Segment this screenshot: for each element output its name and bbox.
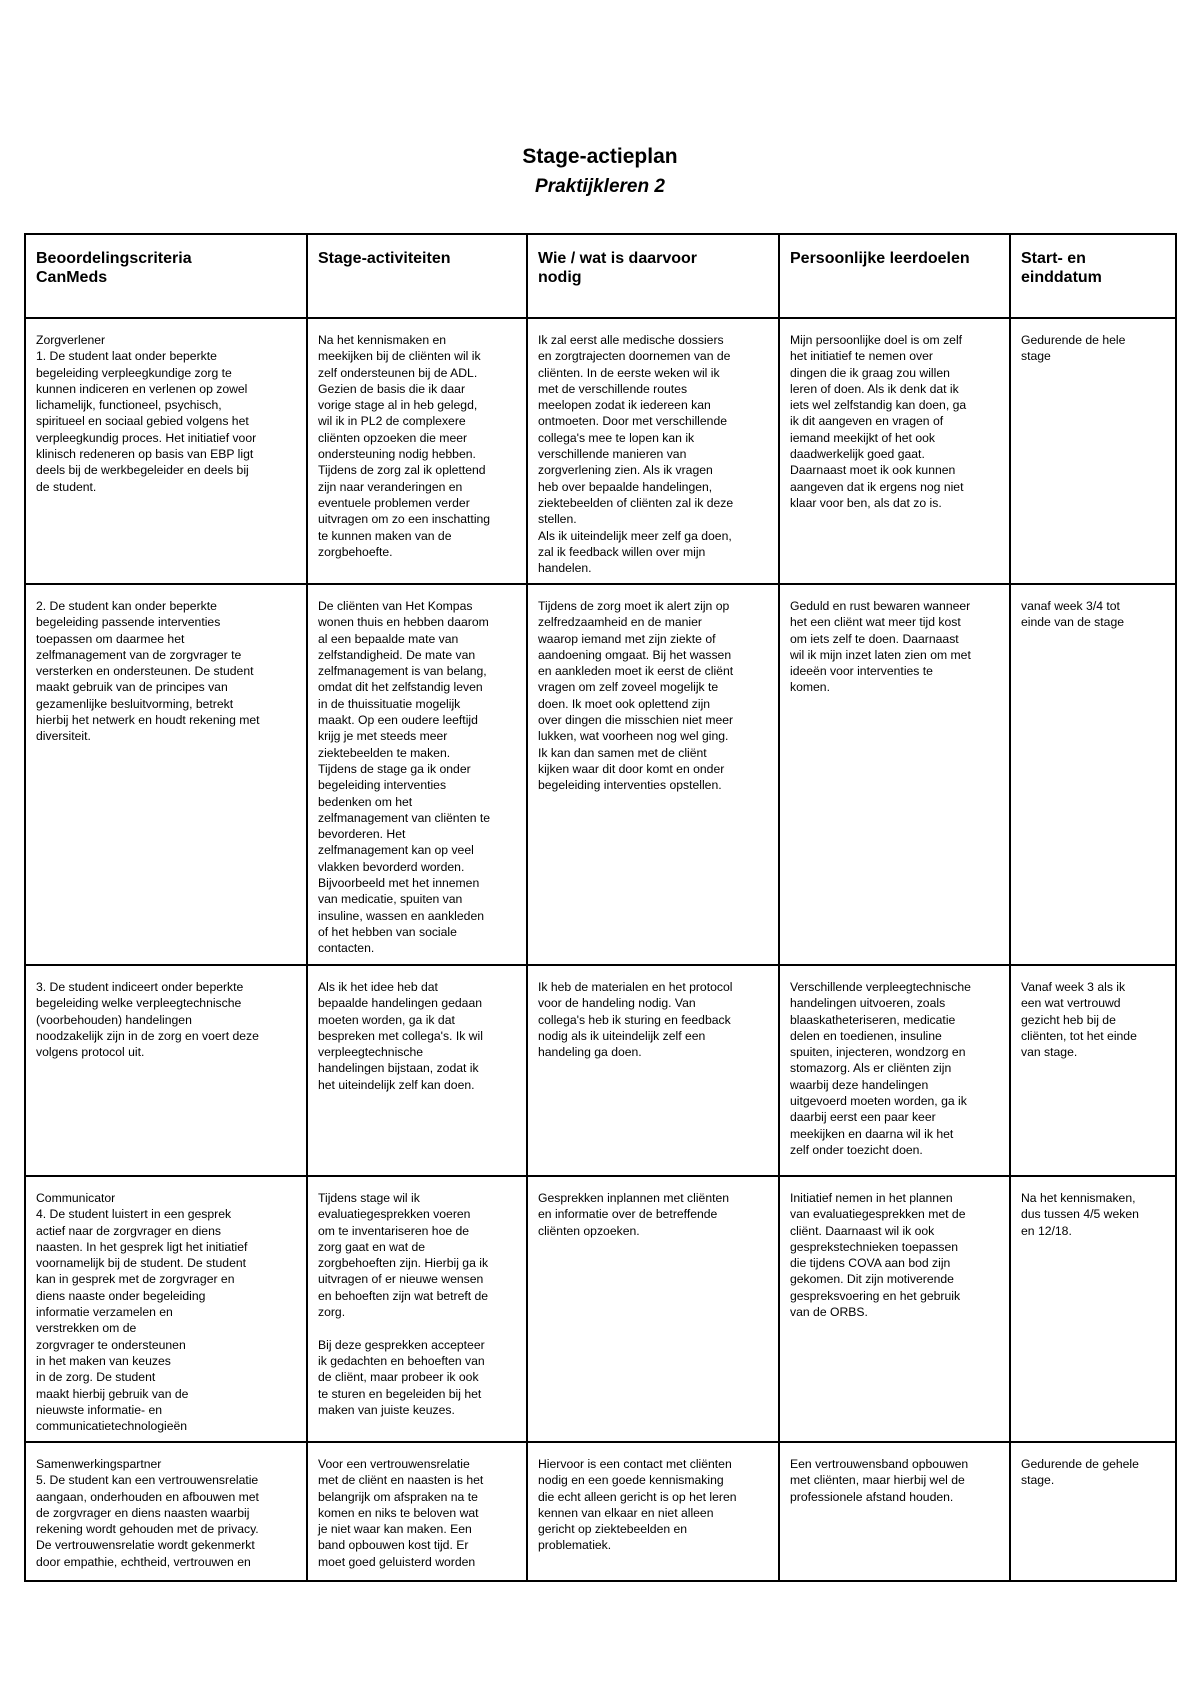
cell-requirements: Hiervoor is een contact met cliënten nodig en een goede kennismaking die echt alleen gericht is op het leren kennen van elkaar en niet alleen gericht op ziektebeelden en problematiek. bbox=[527, 1442, 779, 1581]
cell-activities: De cliënten van Het Kompas wonen thuis en hebben daarom al een bepaalde mate van zelfstandigheid. De mate van zelfmanagement is van belang, omdat dit het zelfstandig leven in de thuissituatie mogelijk maakt. Op een oudere leeftijd krijg je met steeds meer ziektebeelden te maken. Tijdens de stage ga ik onder begeleiding interventies bedenken om het zelfmanagement van cliënten te bevorderen. Het zelfmanagement kan op veel vlakken bevorderd worden. Bijvoorbeeld met het innemen van medicatie, spuiten van insuline, wassen en aankleden of het hebben van sociale contacten. bbox=[307, 584, 527, 965]
cell-learning-goals: Initiatief nemen in het plannen van evaluatiegesprekken met de cliënt. Daarnaast wil ik ook gesprekstechnieken toepassen die tijdens COVA aan bod zijn gekomen. Dit zijn motiverende gespreksvoering en het gebruik van de ORBS. bbox=[779, 1176, 1010, 1442]
table-row bbox=[25, 1176, 1176, 1442]
cell-criteria: 2. De student kan onder beperkte begeleiding passende interventies toepassen om daarmee het zelfmanagement van de zorgvrager te versterken en ondersteunen. De student maakt gebruik van de principes van gezamenlijke besluitvorming, betrekt hierbij het netwerk en houdt rekening met diversiteit. bbox=[25, 584, 307, 965]
table-row bbox=[25, 965, 1176, 1176]
cell-learning-goals: Geduld en rust bewaren wanneer het een cliënt wat meer tijd kost om iets zelf te doen. Daarnaast wil ik mijn inzet laten zien om met ideeën voor interventies te komen. bbox=[779, 584, 1010, 965]
header-activities: Stage-activiteiten bbox=[307, 234, 527, 318]
cell-criteria: Samenwerkingspartner 5. De student kan een vertrouwensrelatie aangaan, onderhouden en afbouwen met de zorgvrager en diens naasten waarbij rekening wordt gehouden met de privacy. De vertrouwensrelatie wordt gekenmerkt door empathie, echtheid, vertrouwen en bbox=[25, 1442, 307, 1581]
header-dates: Start- en einddatum bbox=[1010, 234, 1176, 318]
cell-dates: vanaf week 3/4 tot einde van de stage bbox=[1010, 584, 1176, 965]
table-row bbox=[25, 584, 1176, 965]
cell-learning-goals: Verschillende verpleegtechnische handelingen uitvoeren, zoals blaaskatheteriseren, medicatie delen en toedienen, insuline spuiten, injecteren, wondzorg en stomazorg. Als er cliënten zijn waarbij deze handelingen uitgevoerd moeten worden, ga ik daarbij eerst een paar keer meekijken en daarna wil ik het zelf onder toezicht doen. bbox=[779, 965, 1010, 1176]
cell-requirements: Tijdens de zorg moet ik alert zijn op zelfredzaamheid en de manier waarop iemand met zijn ziekte of aandoening omgaat. Bij het wassen en aankleden moet ik eerst de cliënt vragen om zelf zoveel mogelijk te doen. Ik moet ook oplettend zijn over dingen die misschien niet meer lukken, wat voorheen nog wel ging. Ik kan dan samen met de cliënt kijken waar dit door komt en onder begeleiding interventies opstellen. bbox=[527, 584, 779, 965]
header-row bbox=[25, 234, 1176, 318]
table-row bbox=[25, 318, 1176, 584]
table-body bbox=[25, 318, 1176, 1581]
cell-criteria: Communicator 4. De student luistert in een gesprek actief naar de zorgvrager en diens naasten. In het gesprek ligt het initiatief voornamelijk bij de student. De student kan in gesprek met de zorgvrager en diens naaste onder begeleiding informatie verzamelen en verstrekken om de zorgvrager te ondersteunen in het maken van keuzes in de zorg. De student maakt hierbij gebruik van de nieuwste informatie- en communicatietechnologieën bbox=[25, 1176, 307, 1442]
cell-dates: Gedurende de gehele stage. bbox=[1010, 1442, 1176, 1581]
cell-activities: Tijdens stage wil ik evaluatiegesprekken voeren om te inventariseren hoe de zorg gaat en wat de zorgbehoeften zijn. Hierbij ga ik uitvragen of er nieuwe wensen en behoeften zijn wat betreft de zorg. Bij deze gesprekken accepteer ik gedachten en behoeften van de cliënt, maar probeer ik ook te sturen en begeleiden bij het maken van juiste keuzes. bbox=[307, 1176, 527, 1442]
cell-requirements: Gesprekken inplannen met cliënten en informatie over de betreffende cliënten opzoeken. bbox=[527, 1176, 779, 1442]
cell-requirements: Ik heb de materialen en het protocol voor de handeling nodig. Van collega's heb ik sturing en feedback nodig als ik uiteindelijk zelf een handeling ga doen. bbox=[527, 965, 779, 1176]
action-plan-table bbox=[24, 233, 1177, 1582]
header-criteria: Beoordelingscriteria CanMeds bbox=[25, 234, 307, 318]
cell-activities: Na het kennismaken en meekijken bij de cliënten wil ik zelf ondersteunen bij de ADL. Gezien de basis die ik daar vorige stage al in heb gelegd, wil ik in PL2 de complexere cliënten opzoeken die meer ondersteuning nodig hebben. Tijdens de zorg zal ik oplettend zijn naar veranderingen en eventuele problemen verder uitvragen om zo een inschatting te kunnen maken van de zorgbehoefte. bbox=[307, 318, 527, 584]
cell-requirements: Ik zal eerst alle medische dossiers en zorgtrajecten doornemen van de cliënten. In de eerste weken wil ik met de verschillende routes meelopen zodat ik iedereen kan ontmoeten. Door met verschillende collega's mee te lopen kan ik verschillende manieren van zorgverlening zien. Als ik vragen heb over bepaalde handelingen, ziektebeelden of cliënten zal ik deze stellen. Als ik uiteindelijk meer zelf ga doen, zal ik feedback willen over mijn handelen. bbox=[527, 318, 779, 584]
table-header bbox=[25, 234, 1176, 318]
cell-activities: Voor een vertrouwensrelatie met de cliënt en naasten is het belangrijk om afspraken na te komen en niks te beloven wat je niet waar kan maken. Een band opbouwen kost tijd. Er moet goed geluisterd worden bbox=[307, 1442, 527, 1581]
cell-criteria: 3. De student indiceert onder beperkte begeleiding welke verpleegtechnische (voorbehouden) handelingen noodzakelijk zijn in de zorg en voert deze volgens protocol uit. bbox=[25, 965, 307, 1176]
table-row bbox=[25, 1442, 1176, 1581]
cell-learning-goals: Een vertrouwensband opbouwen met cliënten, maar hierbij wel de professionele afstand houden. bbox=[779, 1442, 1010, 1581]
cell-learning-goals: Mijn persoonlijke doel is om zelf het initiatief te nemen over dingen die ik graag zou willen leren of doen. Als ik denk dat ik iets wel zelfstandig kan doen, ga ik dit aangeven en vragen of iemand meekijkt of het ook daadwerkelijk goed gaat. Daarnaast moet ik ook kunnen aangeven dat ik ergens nog niet klaar voor ben, als dat zo is. bbox=[779, 318, 1010, 584]
cell-dates: Na het kennismaken, dus tussen 4/5 weken en 12/18. bbox=[1010, 1176, 1176, 1442]
cell-activities: Als ik het idee heb dat bepaalde handelingen gedaan moeten worden, ga ik dat bespreken met collega's. Ik wil verpleegtechnische handelingen bijstaan, zodat ik het uiteindelijk zelf kan doen. bbox=[307, 965, 527, 1176]
cell-dates: Vanaf week 3 als ik een wat vertrouwd gezicht heb bij de cliënten, tot het einde van stage. bbox=[1010, 965, 1176, 1176]
header-requirements: Wie / wat is daarvoor nodig bbox=[527, 234, 779, 318]
header-learning-goals: Persoonlijke leerdoelen bbox=[779, 234, 1010, 318]
cell-dates: Gedurende de hele stage bbox=[1010, 318, 1176, 584]
page-subtitle: Praktijkleren 2 bbox=[535, 176, 665, 197]
page-title: Stage-actieplan bbox=[522, 145, 678, 168]
cell-criteria: Zorgverlener 1. De student laat onder beperkte begeleiding verpleegkundige zorg te kunnen indiceren en verlenen op zowel lichamelijk, functioneel, psychisch, spiritueel en sociaal gebied volgens het verpleegkundig proces. Het initiatief voor klinisch redeneren op basis van EBP ligt deels bij de werkbegeleider en deels bij de student. bbox=[25, 318, 307, 584]
